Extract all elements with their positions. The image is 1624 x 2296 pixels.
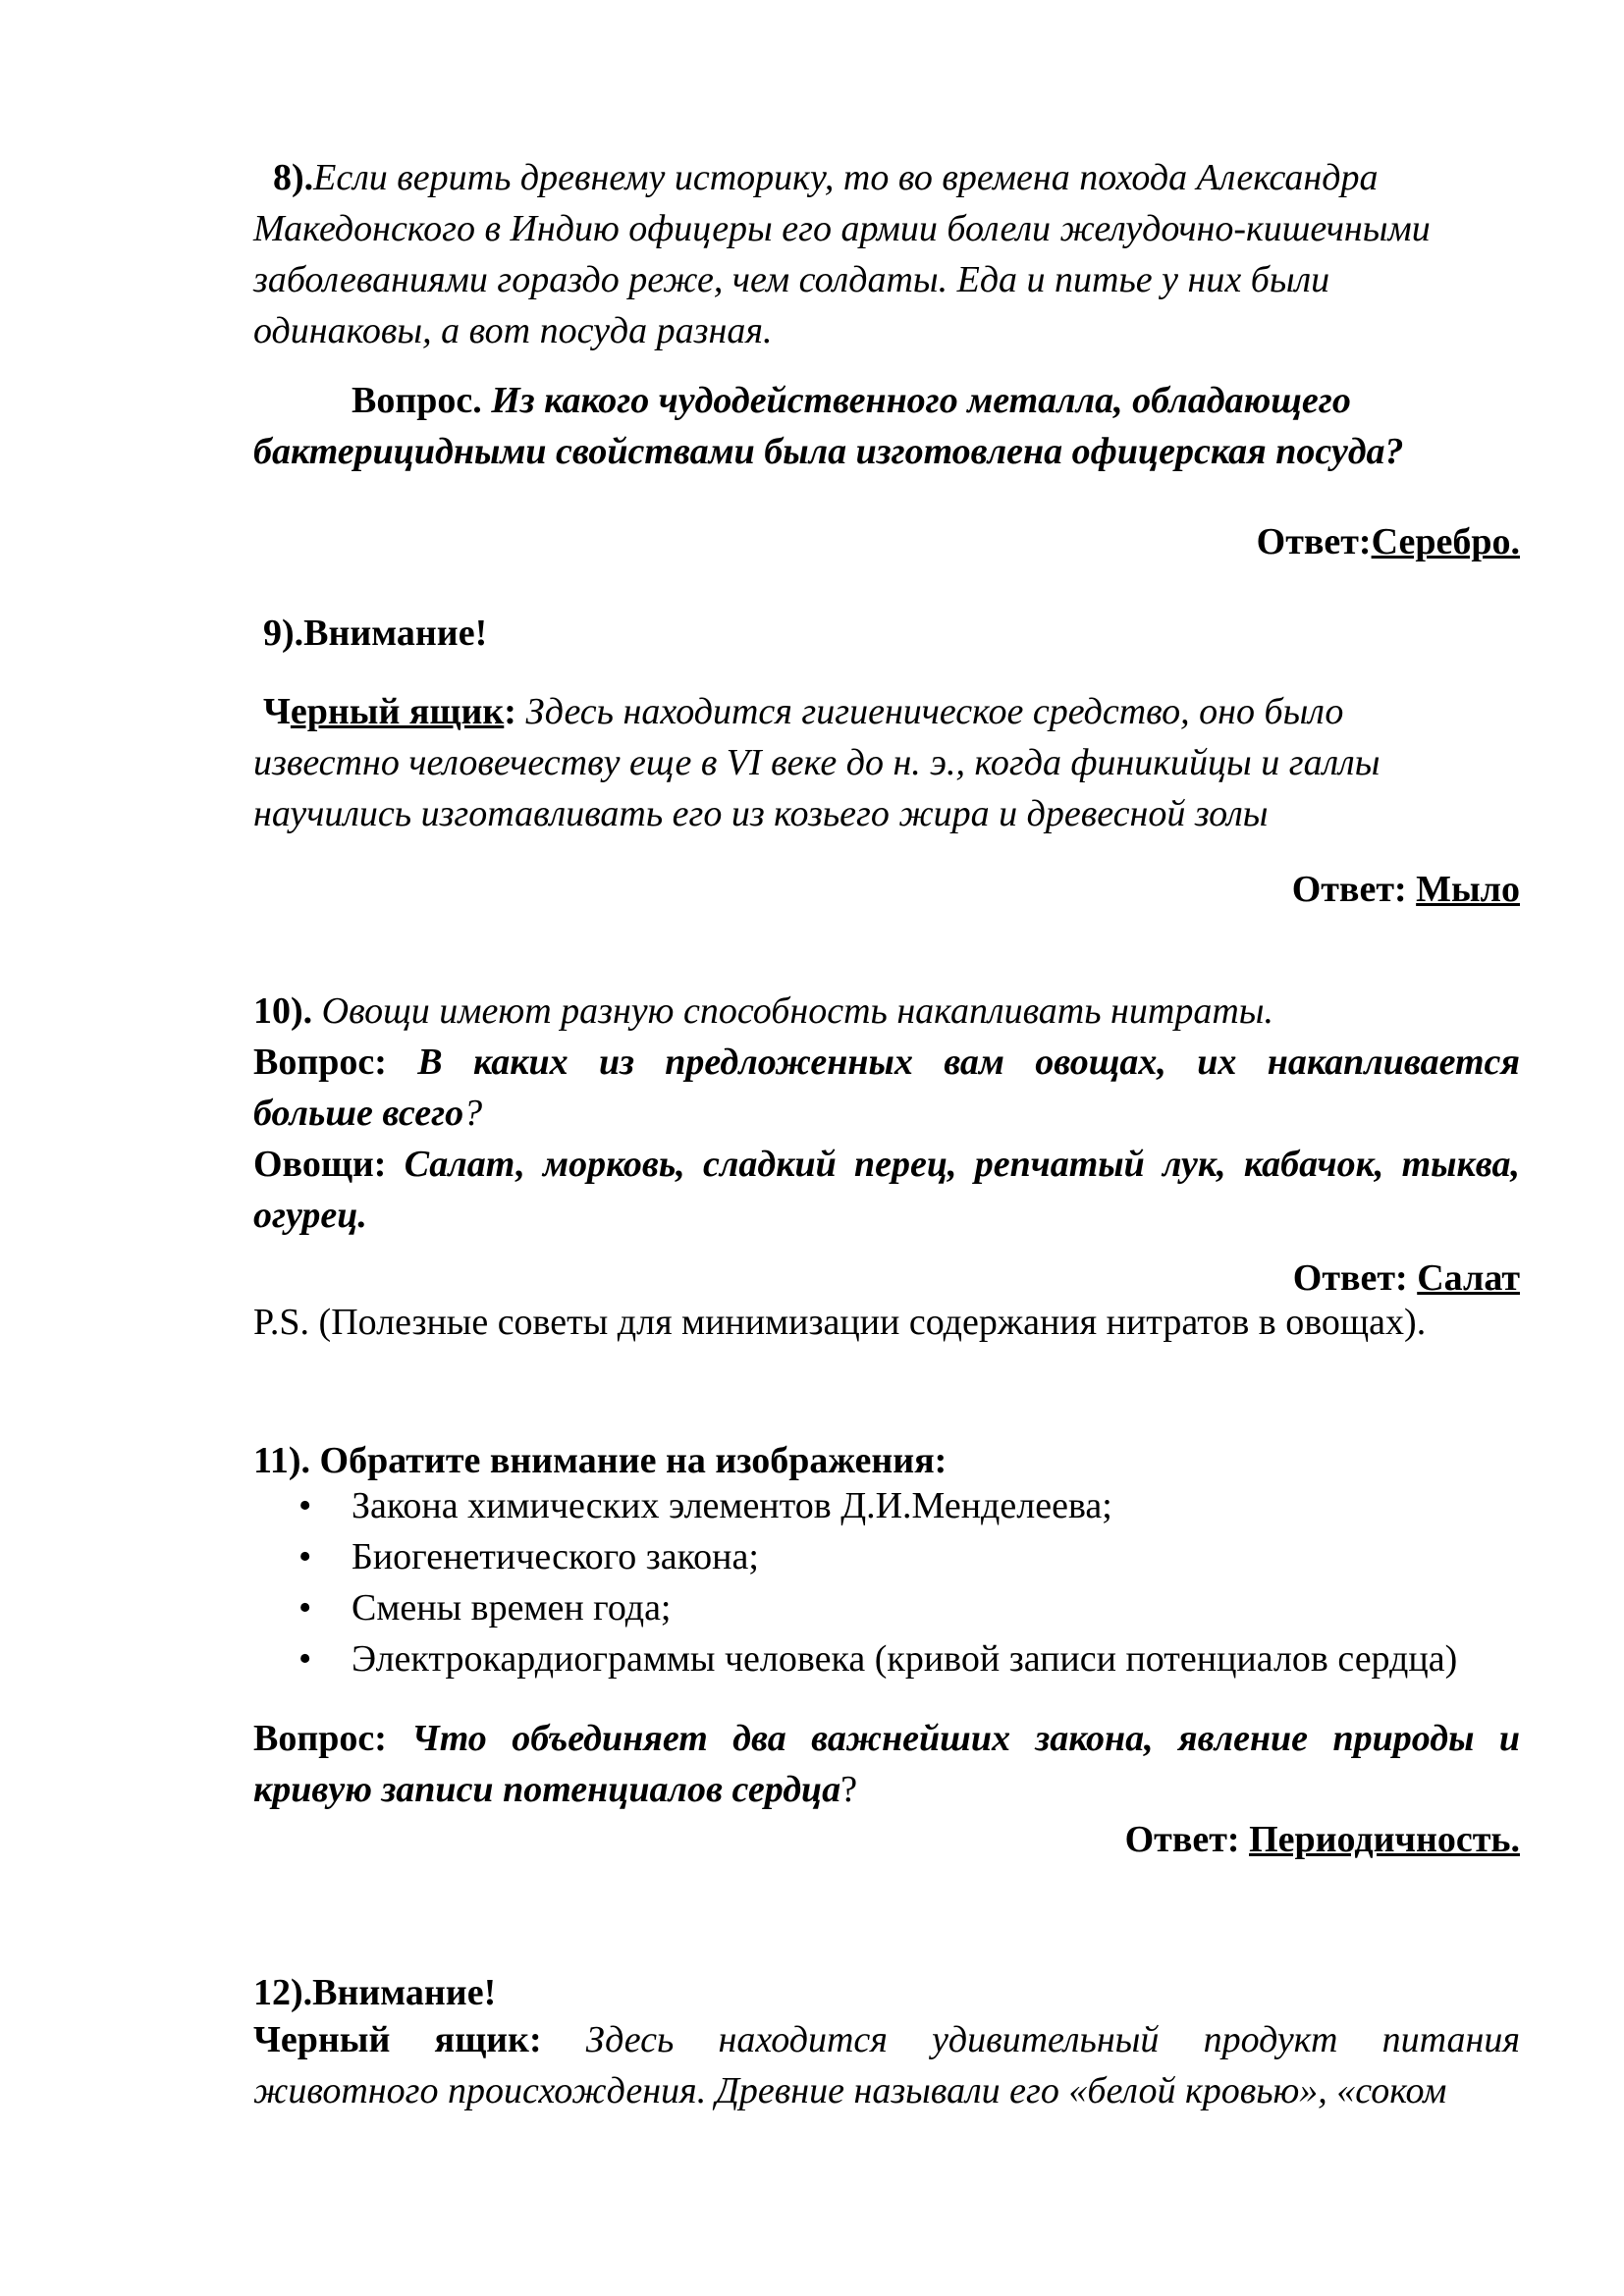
q9-answer: [253, 864, 1520, 915]
q8-question-text: Из какого чудодейственного металла, обладающего: [491, 380, 1351, 421]
q9-box-label: ерный ящик: [290, 691, 505, 732]
bullet-icon: •: [298, 1536, 312, 1577]
q8-number: 8).: [273, 157, 314, 198]
q8-paragraph: [253, 152, 1520, 356]
q11-question-text: Что объединяет два важнейших закона, явление природы и: [411, 1718, 1520, 1759]
q8-answer-label: Ответ:: [1256, 521, 1372, 562]
bullet-icon: •: [298, 1485, 312, 1526]
list-item-text: Закона химических элементов Д.И.Менделеева;: [352, 1485, 1112, 1526]
q10-answer-value: Салат: [1417, 1257, 1520, 1299]
list-item-text: Электрокардиограммы человека (кривой записи потенциалов сердца): [352, 1638, 1458, 1680]
q9-paragraph: [253, 686, 1520, 839]
q8-text-line: одинаковы, а вот посуда разная.: [253, 310, 773, 351]
bullet-icon: •: [298, 1587, 312, 1629]
q9-answer-value: Мыло: [1416, 869, 1520, 910]
q9-answer-label: Ответ:: [1291, 869, 1417, 910]
q10-vegetables-list: Салат, морковь, сладкий перец, репчатый лук, кабачок, тыква,: [404, 1144, 1520, 1185]
q9-text-line: Здесь находится гигиеническое средство, оно было: [525, 691, 1344, 732]
q10-paragraph: [253, 986, 1520, 1241]
q9-box-label-first: Ч: [263, 691, 291, 732]
bullet-icon: •: [298, 1638, 312, 1680]
q10-vegetables-label: Овощи:: [253, 1144, 387, 1185]
list-item-text: Смены времен года;: [352, 1587, 672, 1629]
q9-text-line: научились изготавливать его из козьего жира и древесной золы: [253, 793, 1269, 834]
list-item: [253, 1633, 1520, 1684]
q8-question-label: Вопрос.: [352, 380, 482, 421]
q12-text-line: животного происхождения. Древние называли его «белой кровью», «соком: [253, 2070, 1447, 2111]
q9-box-colon: :: [504, 691, 516, 732]
q12-paragraph: [253, 2014, 1520, 2116]
q8-question-text: бактерицидными свойствами была изготовлена офицерская посуда?: [253, 431, 1404, 472]
q11-title: 11). Обратите внимание на изображения:: [253, 1440, 947, 1481]
q11-question-label: Вопрос:: [253, 1718, 387, 1759]
q12-box-label: Черный ящик:: [253, 2019, 542, 2060]
q11-answer: [253, 1814, 1520, 1865]
q10-intro: Овощи имеют разную способность накапливать нитраты.: [321, 990, 1274, 1032]
q11-question-mark: ?: [840, 1769, 858, 1810]
q10-question-text: больше всего: [253, 1093, 464, 1134]
list-item: [253, 1531, 1520, 1582]
q12-title: 12).Внимание!: [253, 1972, 497, 2013]
q8-text-line: Македонского в Индию офицеры его армии болели желудочно-кишечными: [253, 208, 1431, 249]
list-item: [253, 1480, 1520, 1531]
q8-text-line: Если верить древнему историку, то во времена похода Александра: [313, 157, 1379, 198]
q11-question: [253, 1713, 1520, 1815]
q11-question-text: кривую записи потенциалов сердца: [253, 1769, 841, 1810]
q10-number: 10).: [253, 990, 313, 1032]
q8-answer-value: Серебро.: [1371, 521, 1520, 562]
q9-title: 9).Внимание!: [263, 613, 488, 654]
q10-answer-label: Ответ:: [1292, 1257, 1418, 1299]
q11-answer-value: Периодичность.: [1249, 1819, 1520, 1860]
q10-ps-note: P.S. (Полезные советы для минимизации содержания нитратов в овощах).: [253, 1302, 1427, 1343]
q8-text-line: заболеваниями гораздо реже, чем солдаты. Еда и питье у них были: [253, 259, 1330, 300]
q8-answer: [253, 516, 1520, 567]
q10-question-mark: ?: [463, 1093, 483, 1134]
q10-question-label: Вопрос:: [253, 1041, 387, 1083]
q9-text-line: известно человечеству еще в VI веке до н. э., когда финикийцы и галлы: [253, 742, 1380, 783]
list-item: [253, 1582, 1520, 1633]
q11-answer-label: Ответ:: [1124, 1819, 1250, 1860]
list-item-text: Биогенетического закона;: [352, 1536, 759, 1577]
q10-vegetables-list: огурец.: [253, 1195, 367, 1236]
q11-bullet-list: [253, 1480, 1520, 1684]
q8-question: [253, 375, 1520, 477]
q12-text-line: Здесь находится удивительный продукт питания: [585, 2019, 1520, 2060]
q10-question-text: В каких из предложенных вам овощах, их накапливается: [417, 1041, 1520, 1083]
